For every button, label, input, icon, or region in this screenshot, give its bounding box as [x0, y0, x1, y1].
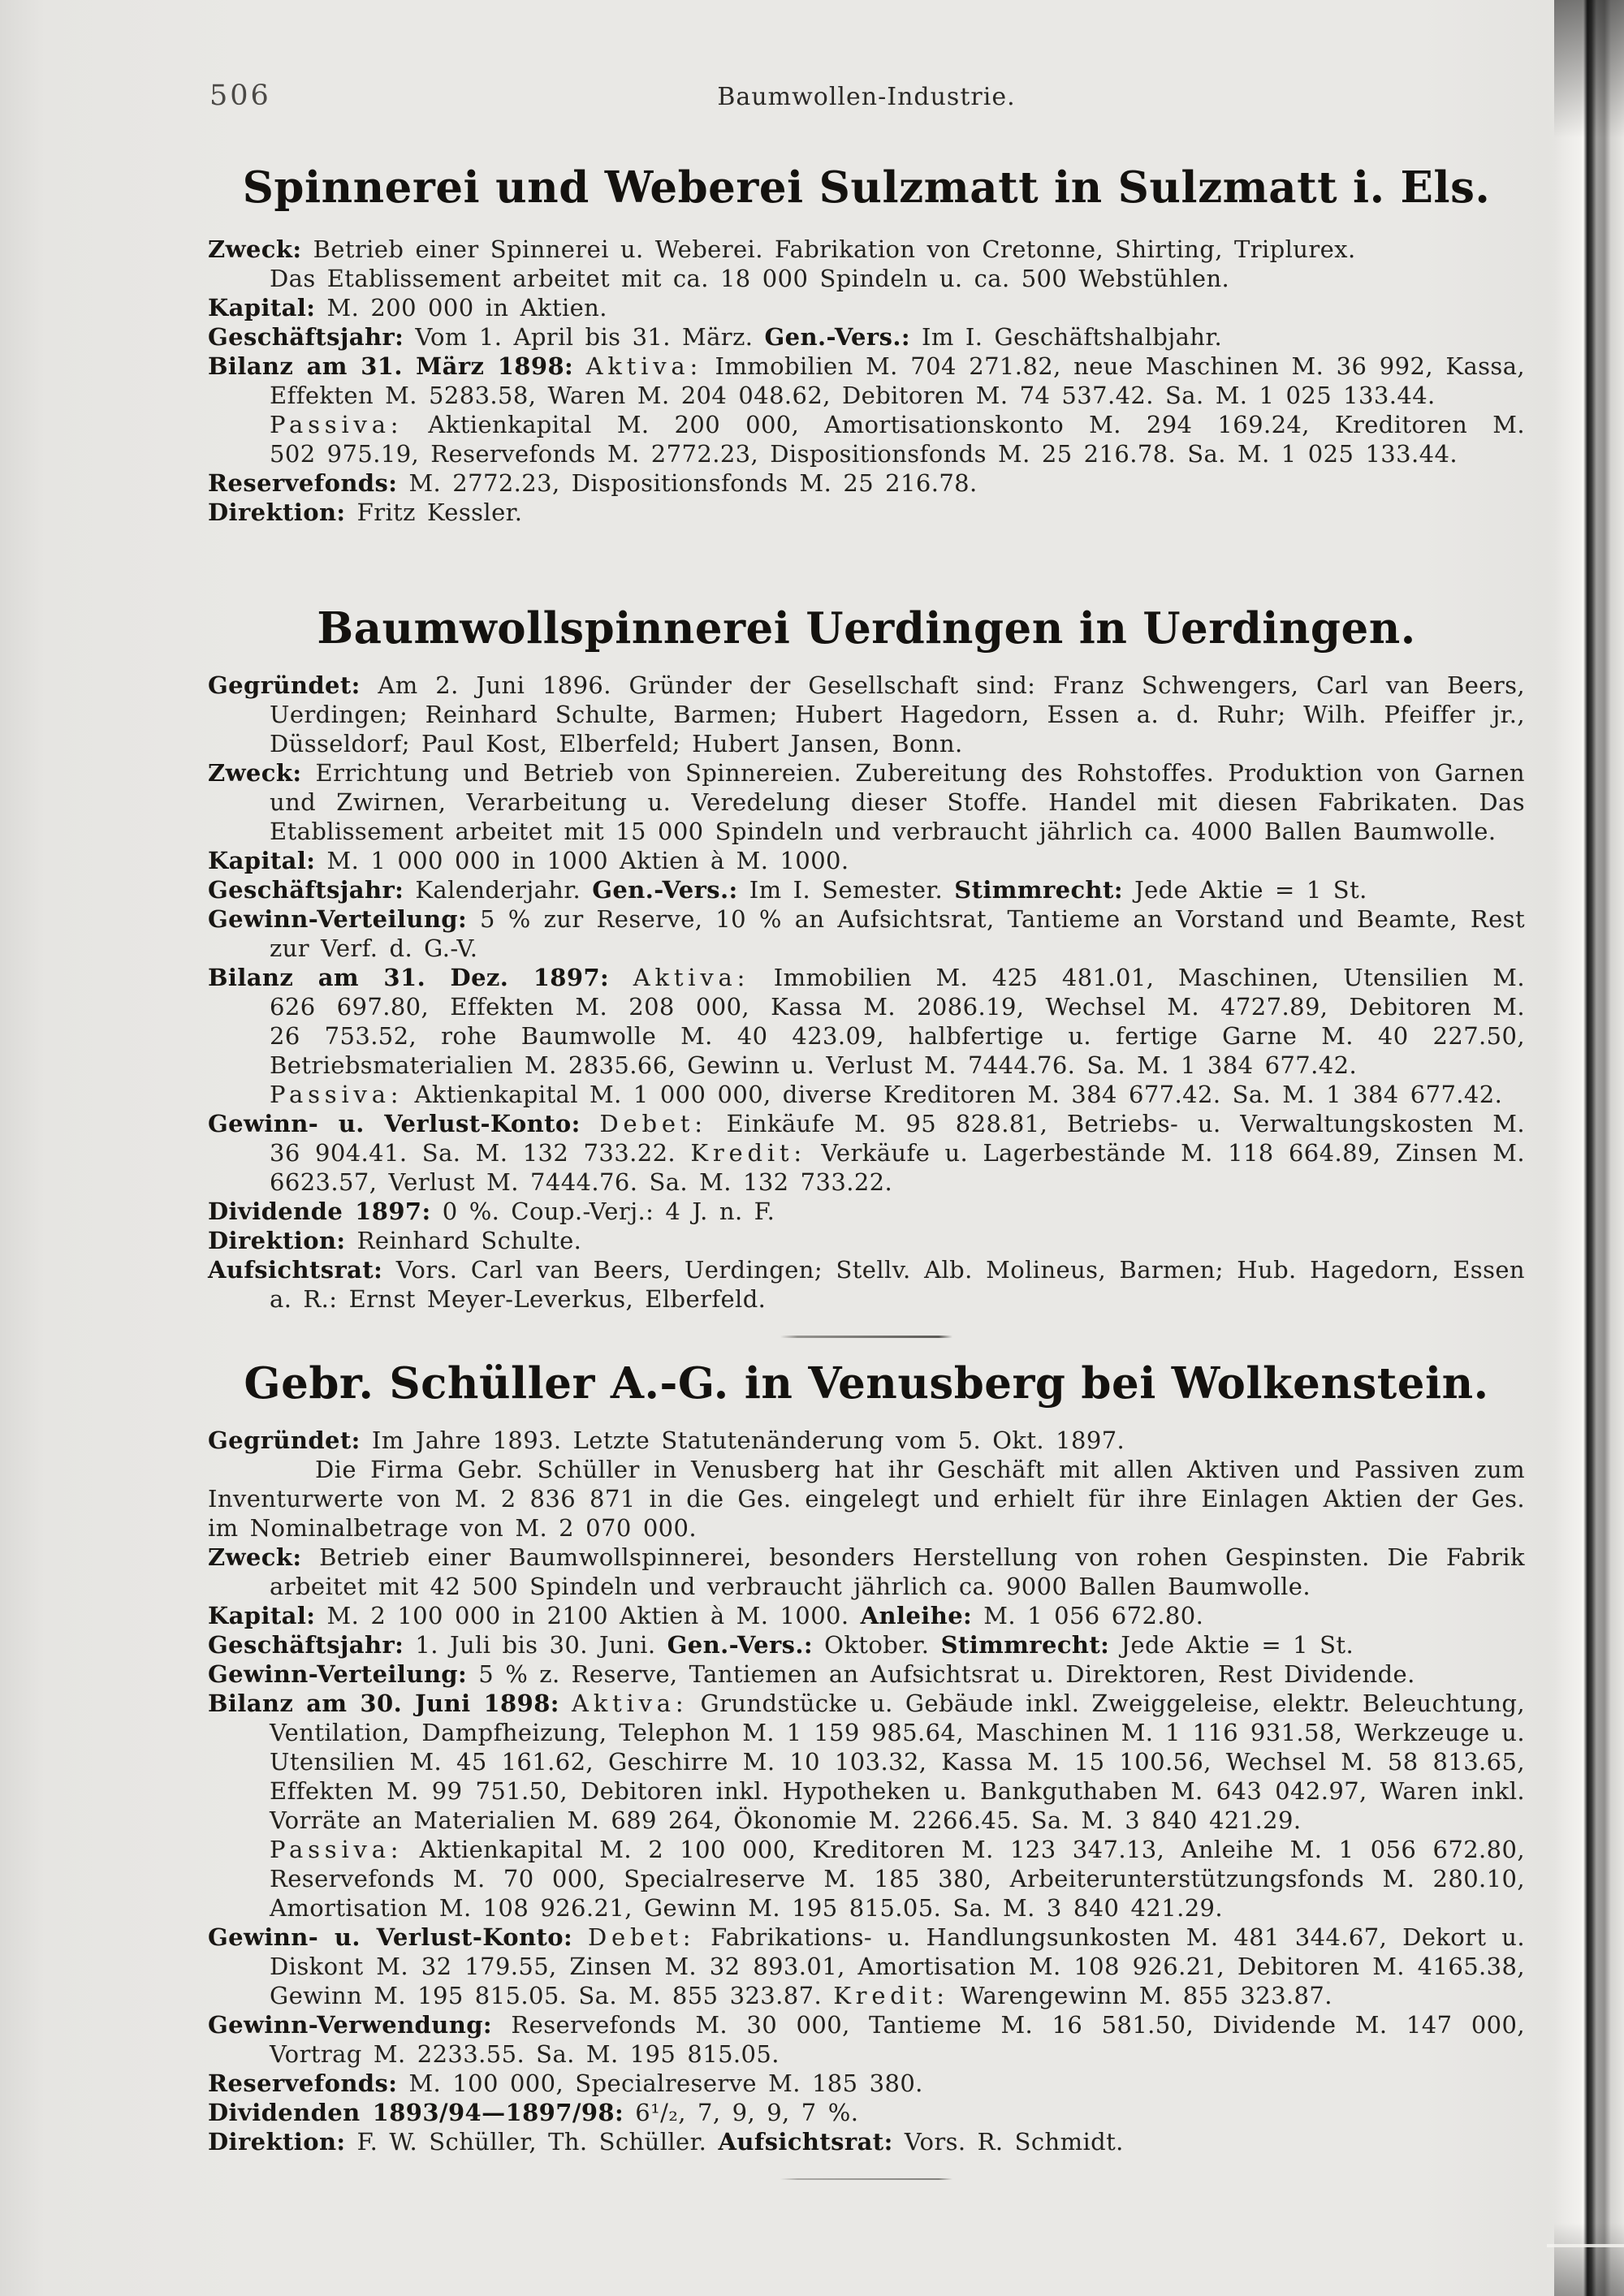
paragraph — [208, 2069, 1525, 2098]
paragraph-text: Die Firma Gebr. Schüller in Venusberg hat ihr Geschäft mit allen Aktiven und Passiven zum Inventurwerte von M. 2 836 871 in die Ges. eingelegt und erhielt für ihre Einlagen Aktien der Ges. im Nominalbetrage von M. 2 070 000. — [208, 1456, 1525, 1542]
paragraph-label: Kapital: — [208, 1602, 316, 1629]
paragraph-text: M. 2772.23, Dispositionsfonds M. 25 216.78. — [408, 469, 978, 497]
paragraph — [208, 963, 1525, 1109]
paragraph-text: Kalenderjahr. — [415, 876, 581, 904]
paragraph — [208, 1543, 1525, 1601]
paragraph-label: Gewinn-Verteilung: — [208, 1660, 468, 1688]
book-gutter-shadow — [1554, 0, 1624, 2296]
company-details — [208, 235, 1525, 527]
company-title: Gebr. Schüller A.-G. in Venusberg bei Wolkenstein. — [244, 1358, 1489, 1409]
paragraph-label: Aufsichtsrat: — [718, 2128, 893, 2156]
paragraph-label: Bilanz am 31. Dez. 1897: — [208, 964, 610, 991]
paragraph-label: Gewinn- u. Verlust-Konto: — [208, 1110, 581, 1137]
paragraph-label: Gegründet: — [208, 1426, 361, 1454]
paragraph-text: Im I. Geschäftshalbjahr. — [922, 323, 1223, 351]
paragraph-label: Geschäftsjahr: — [208, 876, 404, 904]
paragraph — [208, 1455, 1525, 1543]
paragraph-label: Zweck: — [208, 759, 302, 787]
paragraph-text: Vom 1. April bis 31. März. — [415, 323, 754, 351]
paragraph-label: Aufsichtsrat: — [208, 1256, 383, 1284]
company-title: Spinnerei und Weberei Sulzmatt in Sulzmatt i. Els. — [242, 162, 1491, 213]
paragraph — [208, 1226, 1525, 1255]
paragraph-text: Im I. Semester. — [749, 876, 944, 904]
paragraph — [208, 293, 1525, 322]
paragraph-label: Reservefonds: — [208, 2069, 398, 2097]
paragraph-label: Gewinn-Verteilung: — [208, 905, 468, 933]
spaced-term: Debet: — [587, 1923, 696, 1951]
paragraph-label: Direktion: — [208, 1227, 346, 1254]
paragraph — [208, 875, 1525, 904]
paragraph-text: F. W. Schüller, Th. Schüller. — [356, 2128, 707, 2156]
paragraph-text: Verkäufe u. Lagerbestände M. 118 664.89, Zinsen M. 6623.57, Verlust M. 7444.76. Sa. M. 132 733.22. — [270, 1139, 1525, 1196]
paragraph — [208, 2098, 1525, 2127]
spaced-term: Aktiva: — [585, 352, 703, 380]
paragraph — [208, 1109, 1525, 1197]
paragraph — [208, 235, 1525, 264]
paragraph-text: Reservefonds M. 30 000, Tantieme M. 16 581.50, Dividende M. 147 000, Vortrag M. 2233.55. Sa. M. 195 815.05. — [270, 2011, 1525, 2068]
spaced-term: Debet: — [599, 1110, 707, 1137]
company-details — [208, 671, 1525, 1314]
paragraph — [208, 846, 1525, 875]
paragraph-text: 5 % zur Reserve, 10 % an Aufsichtsrat, Tantieme an Vorstand und Beamte, Rest zur Verf. d. G.-V. — [270, 905, 1525, 962]
paragraph-text: Fritz Kessler. — [356, 498, 523, 526]
paragraph — [208, 352, 1525, 468]
paragraph — [208, 1659, 1525, 1689]
paragraph — [208, 904, 1525, 963]
paragraph-label: Gen.-Vers.: — [667, 1631, 814, 1659]
paragraph-text: M. 100 000, Specialreserve M. 185 380. — [408, 2069, 923, 2097]
paragraph — [208, 1689, 1525, 1923]
paragraph — [208, 1197, 1525, 1226]
paragraph-label: Gen.-Vers.: — [764, 323, 910, 351]
paragraph-label: Anleihe: — [860, 1602, 973, 1629]
paragraph-text: Im Jahre 1893. Letzte Statutenänderung vom 5. Okt. 1897. — [371, 1426, 1125, 1454]
paragraph-label: Direktion: — [208, 2128, 346, 2156]
paragraph-label: Gegründet: — [208, 671, 361, 699]
paragraph-text: Am 2. Juni 1896. Gründer der Gesellschaft sind: Franz Schwengers, Carl van Beers, Uerdingen; Reinhard Schulte, Barmen; Hubert Hagedorn, Essen a. d. Ruhr; Wilh. Pfeiffer jr., Düsseldorf; Paul Kost, Elberfeld; Hubert Jansen, Bonn. — [270, 671, 1526, 757]
paragraph-label: Kapital: — [208, 294, 316, 322]
paragraph-label: Geschäftsjahr: — [208, 323, 404, 351]
paragraph-label: Gewinn- u. Verlust-Konto: — [208, 1923, 573, 1951]
paragraph — [208, 498, 1525, 527]
paragraph-text: Aktienkapital M. 1 000 000, diverse Kreditoren M. 384 677.42. Sa. M. 1 384 677.42. — [414, 1081, 1503, 1108]
paragraph-text: Warengewinn M. 855 323.87. — [960, 1982, 1332, 2009]
paragraph-text: Errichtung und Betrieb von Spinnereien. Zubereitung des Rohstoffes. Produktion von Garnen und Zwirnen, Verarbeitung u. Veredelung dieser Stoffe. Handel mit diesen Fabrikaten. Das Etablissement arbeitet mit 15 000 Spindeln und verbraucht jährlich ca. 4000 Ballen Baumwolle. — [270, 759, 1525, 845]
paragraph-text: Betrieb einer Baumwollspinnerei, besonders Herstellung von rohen Gespinsten. Die Fabrik arbeitet mit 42 500 Spindeln und verbraucht jährlich ca. 9000 Ballen Baumwolle. — [270, 1543, 1525, 1600]
paragraph-text: Immobilien M. 425 481.01, Maschinen, Utensilien M. 626 697.80, Effekten M. 208 000, Kassa M. 2086.19, Wechsel M. 4727.89, Debitoren M. 26 753.52, rohe Baumwolle M. 40 423.09, halbfertige u. fertige Garne M. 40 227.50, Betriebsmaterialien M. 2835.66, Gewinn u. Verlust M. 7444.76. Sa. M. 1 384 677.42. — [270, 964, 1525, 1079]
paragraph — [208, 1630, 1525, 1659]
paragraph-text: Aktienkapital M. 200 000, Amortisationskonto M. 294 169.24, Kreditoren M. 502 975.19, Reservefonds M. 2772.23, Dispositionsfonds M. 25 216.78. Sa. M. 1 025 133.44. — [270, 411, 1525, 468]
paragraph-label: Zweck: — [208, 235, 302, 263]
spaced-term: Aktiva: — [633, 964, 750, 991]
paragraph-label: Gen.-Vers.: — [592, 876, 738, 904]
paragraph — [208, 671, 1525, 758]
paragraph-text: 6¹/₂, 7, 9, 9, 7 %. — [635, 2099, 859, 2126]
page-header — [208, 0, 1525, 119]
spaced-term: Kredit: — [690, 1139, 806, 1167]
spaced-term: Passiva: — [270, 1836, 404, 1863]
paragraph-label: Bilanz am 30. Juni 1898: — [208, 1690, 559, 1717]
company-entry-sulzmatt — [208, 162, 1525, 527]
spaced-term: Passiva: — [270, 1081, 404, 1108]
paragraph — [208, 1255, 1525, 1314]
paragraph-text: Betrieb einer Spinnerei u. Weberei. Fabrikation von Cretonne, Shirting, Triplurex. — [313, 235, 1356, 263]
paragraph-label: Zweck: — [208, 1543, 302, 1571]
section-divider — [780, 1336, 952, 1338]
paragraph — [208, 1426, 1525, 1455]
paragraph-text: Jede Aktie = 1 St. — [1134, 876, 1367, 904]
company-title: Baumwollspinnerei Uerdingen in Uerdingen. — [317, 603, 1416, 654]
paragraph-label: Reservefonds: — [208, 469, 398, 497]
text-column — [208, 0, 1525, 2180]
paragraph-text: 5 % z. Reserve, Tantiemen an Aufsichtsrat u. Direktoren, Rest Dividende. — [478, 1660, 1415, 1688]
paragraph-text: 1. Juli bis 30. Juni. — [415, 1631, 656, 1659]
paragraph — [208, 1923, 1525, 2010]
paragraph-text: Fabrikations- u. Handlungsunkosten M. 481 344.67, Dekort u. Diskont M. 32 179.55, Zinsen M. 32 893.01, Amortisation M. 108 926.21, Debitoren M. 4165.38, Gewinn M. 195 815.05. Sa. M. 855 323.87. — [270, 1923, 1525, 2009]
paragraph-text: M. 2 100 000 in 2100 Aktien à M. 1000. — [326, 1602, 849, 1629]
paragraph — [208, 2127, 1525, 2156]
paragraph-text: Immobilien M. 704 271.82, neue Maschinen M. 36 992, Kassa, Effekten M. 5283.58, Waren M. 204 048.62, Debitoren M. 74 537.42. Sa. M. 1 025 133.44. — [270, 352, 1525, 409]
paragraph-text: 0 %. Coup.-Verj.: 4 J. n. F. — [442, 1198, 775, 1225]
paragraph-label: Gewinn-Verwendung: — [208, 2011, 492, 2039]
paragraph — [208, 1601, 1525, 1630]
company-entry-uerdingen — [208, 603, 1525, 1314]
company-entry-schueller — [208, 1358, 1525, 2156]
paragraph-text: Oktober. — [824, 1631, 930, 1659]
paragraph-label: Dividenden 1893/94—1897/98: — [208, 2099, 624, 2126]
paragraph-text: Aktienkapital M. 2 100 000, Kreditoren M. 123 347.13, Anleihe M. 1 056 672.80, Reservefonds M. 70 000, Specialreserve M. 185 380, Arbeiterunterstützungsfonds M. 280.10, Amortisation M. 108 926.21, Gewinn M. 195 815.05. Sa. M. 3 840 421.29. — [270, 1836, 1525, 1922]
paragraph — [208, 264, 1525, 293]
company-details — [208, 1426, 1525, 2156]
paragraph-text: Grundstücke u. Gebäude inkl. Zweiggeleise, elektr. Beleuchtung, Ventilation, Dampfheizung, Telephon M. 1 159 985.64, Maschinen M. 1 116 931.58, Werkzeuge u. Utensilien M. 45 161.62, Geschirre M. 10 103.32, Kassa M. 15 100.56, Wechsel M. 58 813.65, Effekten M. 99 751.50, Debitoren inkl. Hypotheken u. Bankguthaben M. 643 042.97, Waren inkl. Vorräte an Materialien M. 689 264, Ökonomie M. 2266.45. Sa. M. 3 840 421.29. — [270, 1690, 1525, 1834]
paragraph-label: Kapital: — [208, 847, 316, 874]
paragraph-text: Reinhard Schulte. — [356, 1227, 582, 1254]
paragraph-label: Dividende 1897: — [208, 1198, 431, 1225]
paragraph-text: Vors. Carl van Beers, Uerdingen; Stellv. Alb. Molineus, Barmen; Hub. Hagedorn, Essen a. R.: Ernst Meyer-Leverkus, Elberfeld. — [270, 1256, 1525, 1313]
scan-scratch-artifact — [1547, 2244, 1624, 2247]
paragraph-text: M. 1 056 672.80. — [983, 1602, 1204, 1629]
paragraph-text: M. 1 000 000 in 1000 Aktien à M. 1000. — [326, 847, 849, 874]
paragraph-text: Das Etablissement arbeitet mit ca. 18 000 Spindeln u. ca. 500 Webstühlen. — [270, 265, 1230, 292]
paragraph-label: Direktion: — [208, 498, 346, 526]
running-title: Baumwollen-Industrie. — [717, 83, 1016, 111]
spaced-term: Kredit: — [833, 1982, 949, 2009]
paragraph-label: Stimmrecht: — [940, 1631, 1110, 1659]
page-number: 506 — [209, 80, 271, 112]
paragraph-text: Einkäufe M. 95 828.81, Betriebs- u. Verwaltungskosten M. 36 904.41. Sa. M. 132 733.22. — [270, 1110, 1525, 1167]
paragraph-label: Geschäftsjahr: — [208, 1631, 404, 1659]
paragraph-text: M. 200 000 in Aktien. — [326, 294, 607, 322]
spaced-term: Passiva: — [270, 411, 404, 438]
paragraph-label: Bilanz am 31. März 1898: — [208, 352, 574, 380]
paragraph — [208, 322, 1525, 352]
paragraph — [208, 468, 1525, 498]
paragraph-text: Vors. R. Schmidt. — [904, 2128, 1124, 2156]
paragraph — [208, 2010, 1525, 2069]
spaced-term: Aktiva: — [571, 1690, 689, 1717]
page-bottom-divider — [780, 2178, 952, 2180]
paragraph — [208, 758, 1525, 846]
paragraph-text: Jede Aktie = 1 St. — [1121, 1631, 1354, 1659]
paragraph-label: Stimmrecht: — [954, 876, 1123, 904]
